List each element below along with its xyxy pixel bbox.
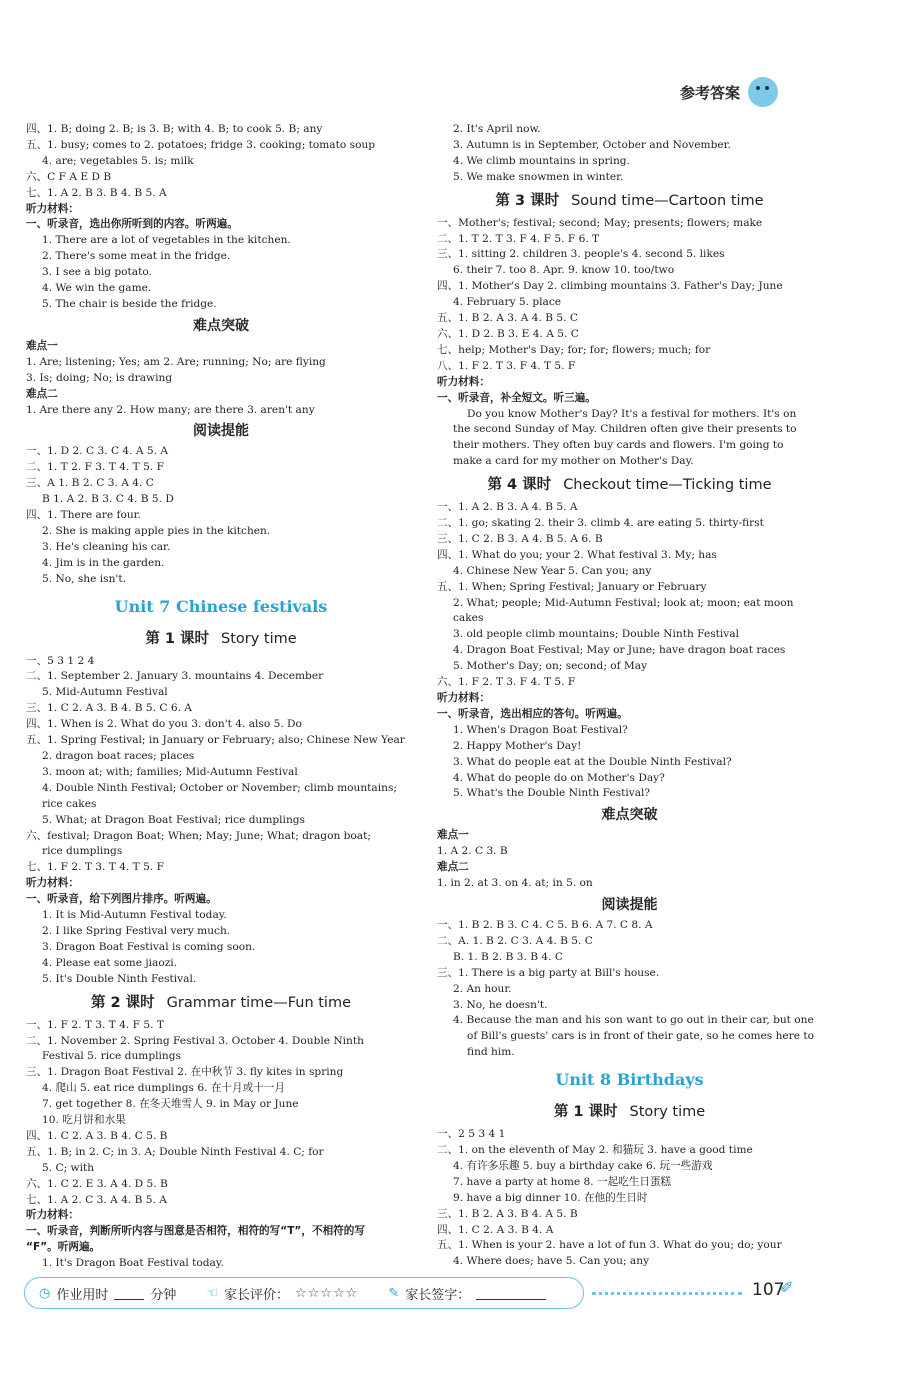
answer-line: 一、1. F 2. T 3. T 4. F 5. T	[26, 1018, 164, 1031]
lesson-heading	[437, 1099, 822, 1125]
answer-line: 四、1. Mother's Day 2. climbing mountains 3. Father's Day; June	[437, 280, 783, 293]
answer-line: 9. have a big dinner 10. 在他的生日时	[453, 1191, 648, 1204]
unit-title: Unit 7 Chinese festivals	[114, 596, 328, 616]
time-label: 作业用时	[56, 1287, 109, 1303]
answer-line: 2. dragon boat races; places	[42, 750, 195, 762]
answer-line: 5. No, she isn't.	[42, 572, 126, 585]
answer-line: B. 1. B 2. B 3. B 4. C	[453, 950, 563, 963]
answer-line: 四、1. What do you; your 2. What festival 3. My; has	[437, 548, 717, 561]
answer-line: 7. get together 8. 在冬天堆雪人 9. in May or June	[42, 1098, 299, 1111]
lesson-heading	[26, 626, 416, 652]
answer-line: 4. Chinese New Year 5. Can you; any	[453, 564, 652, 577]
answer-line: 难点一	[26, 339, 58, 352]
answer-line: 七、1. A 2. B 3. B 4. B 5. A	[26, 186, 167, 199]
answer-line: 4. are; vegetables 5. is; milk	[42, 154, 194, 167]
hand-icon: ☜	[206, 1285, 219, 1301]
answer-line: 四、1. There are four.	[26, 509, 141, 522]
answer-line: 三、1. sitting 2. children 3. people's 4. second 5. likes	[437, 248, 725, 261]
answer-line: 3. He's cleaning his car.	[42, 540, 171, 553]
signature-field[interactable]	[476, 1287, 546, 1300]
answer-line: 5. We make snowmen in winter.	[453, 170, 624, 183]
answer-line: 听力材料：	[26, 1209, 79, 1222]
answer-line: cakes	[453, 612, 484, 625]
answer-line: 二、1. go; skating 2. their 3. climb 4. are eating 5. thirty-first	[437, 517, 764, 530]
answer-line: 听力材料：	[437, 692, 490, 704]
lesson-number: 第 2 课时	[90, 994, 155, 1011]
lesson-name: Story time	[629, 1104, 706, 1121]
answer-line: 3. What do people eat at the Double Ninth Festival?	[453, 755, 732, 768]
answer-line: 5. It's Double Ninth Festival.	[42, 972, 197, 985]
book-icon: ✐	[780, 1278, 794, 1297]
parent-eval-label: 家长评价：	[224, 1287, 290, 1303]
answer-line: 二、A. 1. B 2. C 3. A 4. B 5. C	[437, 934, 593, 947]
answer-line: 3. Autumn is in September, October and November.	[453, 138, 731, 151]
answer-line: 二、1. on the eleventh of May 2. 和猫玩 3. have a good time	[437, 1144, 753, 1157]
lesson-number: 第 1 课时	[145, 630, 209, 647]
answer-line: 1. There are a lot of vegetables in the kitchen.	[42, 234, 291, 247]
answer-line: the second Sunday of May. Children often give their presents to	[453, 423, 797, 436]
answer-line: 6. their 7. too 8. Apr. 9. know 10. too/two	[453, 264, 675, 277]
answer-line: make a card for my mother on Mother's Day.	[453, 455, 694, 468]
lesson-heading	[437, 472, 822, 498]
answer-line: 5. The chair is beside the fridge.	[42, 297, 217, 310]
answer-line: 4. Where does; have 5. Can you; any	[453, 1255, 650, 1268]
lesson-number: 第 3 课时	[495, 192, 560, 209]
answer-line: 2. It's April now.	[453, 123, 541, 135]
clock-icon: ◷	[39, 1285, 51, 1301]
answer-line: Do you know Mother's Day? It's a festival for mothers. It's on	[467, 407, 797, 420]
answer-line: 难点一	[437, 829, 469, 842]
answer-line: rice dumplings	[42, 845, 123, 858]
lesson-name: Sound time—Cartoon time	[571, 192, 764, 209]
answer-block	[437, 828, 822, 892]
answer-line: 三、1. C 2. B 3. A 4. B 5. A 6. B	[437, 532, 603, 545]
answer-line: 4. Double Ninth Festival; October or November; climb mountains;	[42, 781, 397, 794]
answer-line: 2. I like Spring Festival very much.	[42, 924, 231, 937]
answer-line: 4. 爬山 5. eat rice dumplings 6. 在十月或十一月	[42, 1082, 285, 1095]
answer-line: 1. When's Dragon Boat Festival?	[453, 723, 628, 736]
answer-line: 三、A 1. B 2. C 3. A 4. C	[26, 477, 154, 490]
pen-icon: ✎	[388, 1285, 400, 1301]
answer-line: 六、1. F 2. T 3. F 4. T 5. F	[437, 676, 576, 689]
answer-line: 五、1. busy; comes to 2. potatoes; fridge 3. cooking; tomato soup	[26, 138, 376, 151]
answer-line: 10. 吃月饼和水果	[42, 1114, 126, 1127]
answer-line: “F”。听两遍。	[26, 1241, 101, 1254]
answer-line: 5. Mid-Autumn Festival	[42, 686, 168, 699]
answer-line: 5. What's the Double Ninth Festival?	[453, 787, 651, 800]
answer-line: 四、1. B; doing 2. B; is 3. B; with 4. B; to cook 5. B; any	[26, 123, 323, 135]
answer-block	[437, 500, 822, 802]
answer-line: 4. We climb mountains in spring.	[453, 154, 630, 167]
section-heading: 难点突破	[601, 807, 658, 824]
answer-block	[437, 918, 822, 1061]
answer-line: 2. Happy Mother's Day!	[453, 739, 582, 752]
page-header	[680, 72, 830, 112]
answer-line: 2. She is making apple pies in the kitchen.	[42, 524, 271, 537]
answer-line: 听力材料：	[26, 877, 79, 890]
section-heading: 难点突破	[193, 317, 249, 334]
answer-line: 1. in 2. at 3. on 4. at; in 5. on	[437, 877, 593, 890]
answer-line: 五、1. When is your 2. have a lot of fun 3. What do you; do; your	[437, 1239, 782, 1252]
answer-line: 3. Dragon Boat Festival is coming soon.	[42, 940, 256, 953]
answer-line: 一、1. D 2. C 3. C 4. A 5. A	[26, 445, 169, 458]
lesson-number: 第 4 课时	[487, 477, 552, 494]
answer-line: 二、1. T 2. F 3. T 4. T 5. F	[26, 461, 164, 474]
answer-line: 三、1. Dragon Boat Festival 2. 在中秋节 3. fly kites in spring	[26, 1066, 344, 1079]
answer-line: 二、1. November 2. Spring Festival 3. October 4. Double Ninth	[26, 1034, 364, 1047]
answer-line: 1. A 2. C 3. B	[437, 845, 508, 858]
answer-line: 五、1. When; Spring Festival; January or February	[437, 580, 707, 593]
left-column	[26, 122, 416, 1272]
answer-line: 五、1. Spring Festival; in January or February; also; Chinese New Year	[26, 734, 405, 747]
answer-line: 3. old people climb mountains; Double Ninth Festival	[453, 628, 739, 641]
answer-line: 4. February 5. place	[453, 296, 562, 309]
homework-footer	[24, 1277, 584, 1309]
answer-line: 4. Jim is in the garden.	[42, 556, 165, 569]
dotted-divider	[592, 1292, 742, 1295]
answer-line: 难点二	[437, 861, 469, 874]
answer-line: 四、1. When is 2. What do you 3. don't 4. also 5. Do	[26, 718, 302, 731]
lesson-number: 第 1 课时	[553, 1104, 618, 1121]
answer-line: 4. Please eat some jiaozi.	[42, 956, 178, 969]
time-unit: 分钟	[150, 1287, 177, 1303]
answer-line: their mothers. They often buy cards and flowers. I'm going to	[453, 439, 784, 452]
answer-line: 听力材料：	[26, 202, 79, 215]
answer-block	[26, 444, 416, 587]
answer-line: 3. I see a big potato.	[42, 266, 152, 279]
answer-line: 一、5 3 1 2 4	[26, 654, 95, 667]
answer-line: 听力材料：	[437, 375, 490, 388]
answer-line: 二、1. T 2. T 3. F 4. F 5. F 6. T	[437, 232, 600, 245]
answer-line: 3. No, he doesn't.	[453, 998, 548, 1011]
answer-block	[26, 339, 416, 419]
answer-line: 一、听录音，补全短文。听三遍。	[437, 391, 596, 404]
answer-block	[437, 216, 822, 471]
answer-line: 4. Because the man and his son want to go out in their car, but one	[453, 1014, 814, 1027]
answer-line: 一、听录音，判断所听内容与图意是否相符，相符的写“T”，不相符的写	[26, 1225, 365, 1238]
unit-title: Unit 8 Birthdays	[555, 1070, 704, 1090]
page-number: 107	[752, 1280, 785, 1300]
answer-line: 四、1. C 2. A 3. B 4. C 5. B	[26, 1129, 168, 1142]
answer-line: 1. Are there any 2. How many; are there 3. aren't any	[26, 403, 315, 416]
lesson-name: Story time	[221, 630, 297, 647]
answer-line: 六、C F A E D B	[26, 170, 112, 183]
mascot-icon	[748, 77, 778, 107]
answer-line: 四、1. C 2. A 3. B 4. A	[437, 1223, 554, 1236]
answer-line: 一、1. A 2. B 3. A 4. B 5. A	[437, 501, 578, 514]
rating-stars[interactable]: ☆☆☆☆☆	[295, 1285, 359, 1301]
section-heading: 阅读提能	[601, 896, 658, 913]
answer-line: rice cakes	[42, 797, 97, 810]
lesson-heading	[26, 990, 416, 1016]
answer-block	[437, 122, 822, 186]
answer-line: 3. moon at; with; families; Mid-Autumn Festival	[42, 765, 298, 778]
parent-sign-label: 家长签字：	[405, 1287, 471, 1303]
answer-line: 7. have a party at home 8. 一起吃生日蛋糕	[453, 1175, 672, 1188]
answer-line: 2. An hour.	[453, 982, 512, 995]
answer-line: 一、1. B 2. B 3. C 4. C 5. B 6. A 7. C 8. A	[437, 918, 653, 931]
answer-line: 5. Mother's Day; on; second; of May	[453, 660, 648, 673]
answer-line: 三、1. There is a big party at Bill's house.	[437, 966, 660, 979]
answer-line: 三、1. C 2. A 3. B 4. B 5. C 6. A	[26, 702, 192, 715]
lesson-name: Checkout time—Ticking time	[563, 477, 772, 494]
answer-line: 难点二	[26, 387, 58, 400]
answer-line: 一、2 5 3 4 1	[437, 1128, 506, 1141]
answer-line: 2. There's some meat in the fridge.	[42, 250, 231, 263]
answer-line: 七、help; Mother's Day; for; for; flowers; much; for	[437, 343, 711, 356]
answer-block	[26, 654, 416, 988]
answer-line: 4. We win the game.	[42, 282, 152, 295]
answer-line: of Bill's guests' cars is in front of their gate, so he comes here to	[467, 1030, 815, 1043]
answer-line: find him.	[467, 1046, 515, 1059]
answer-line: 五、1. B 2. A 3. A 4. B 5. C	[437, 312, 579, 325]
answer-line: 一、听录音，选出你所听到的内容。听两遍。	[26, 218, 238, 231]
answer-line: 2. What; people; Mid-Autumn Festival; look at; moon; eat moon	[453, 596, 794, 609]
answer-line: 六、1. D 2. B 3. E 4. A 5. C	[437, 327, 579, 340]
answer-line: 六、1. C 2. E 3. A 4. D 5. B	[26, 1177, 168, 1190]
answer-line: 1. It's Dragon Boat Festival today.	[42, 1257, 224, 1270]
lesson-name: Grammar time—Fun time	[166, 994, 352, 1011]
answer-line: 八、1. F 2. T 3. F 4. T 5. F	[437, 359, 576, 372]
answer-line: 二、1. September 2. January 3. mountains 4. December	[26, 670, 324, 683]
answer-line: 4. 有许多乐趣 5. buy a birthday cake 6. 玩一些游戏	[453, 1159, 713, 1172]
answer-block	[26, 122, 416, 313]
answer-line: 七、1. F 2. T 3. T 4. T 5. F	[26, 861, 164, 874]
lesson-heading	[437, 188, 822, 214]
answer-line: 三、1. B 2. A 3. B 4. A 5. B	[437, 1207, 578, 1220]
answer-line: 4. Dragon Boat Festival; May or June; have dragon boat races	[453, 644, 786, 657]
answer-line: 1. Are; listening; Yes; am 2. Are; running; No; are flying	[26, 355, 326, 368]
answer-line: Festival 5. rice dumplings	[42, 1050, 181, 1063]
time-field[interactable]	[114, 1287, 144, 1300]
section-heading: 阅读提能	[193, 423, 249, 440]
header-title: 参考答案	[680, 83, 741, 102]
answer-line: 1. It is Mid-Autumn Festival today.	[42, 909, 227, 922]
answer-line: 七、1. A 2. C 3. A 4. B 5. A	[26, 1193, 167, 1206]
answer-block	[26, 1018, 416, 1273]
answer-line: 4. What do people do on Mother's Day?	[453, 771, 665, 784]
answer-line: 5. What; at Dragon Boat Festival; rice dumplings	[42, 813, 305, 826]
answer-line: 六、festival; Dragon Boat; When; May; June; What; dragon boat;	[26, 829, 371, 842]
answer-line: 5. C; with	[42, 1161, 95, 1174]
answer-line: B 1. A 2. B 3. C 4. B 5. D	[42, 493, 174, 506]
answer-line: 一、听录音，选出相应的答句。听两遍。	[437, 707, 628, 720]
answer-line: 五、1. B; in 2. C; in 3. A; Double Ninth Festival 4. C; for	[26, 1145, 324, 1158]
answer-block	[437, 1127, 822, 1270]
answer-line: 一、听录音，给下列图片排序。听两遍。	[26, 893, 217, 906]
right-column	[437, 122, 822, 1270]
answer-line: 一、Mother's; festival; second; May; presents; flowers; make	[437, 216, 763, 229]
answer-line: 3. Is; doing; No; is drawing	[26, 371, 173, 384]
